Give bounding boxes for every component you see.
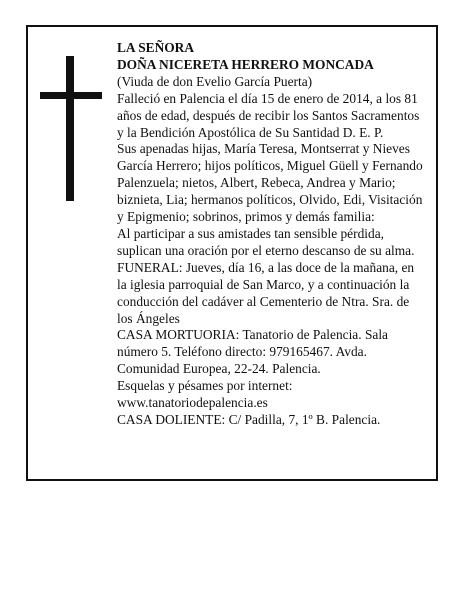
death-paragraph: Falleció en Palencia el día 15 de enero de 2014, a los 81 años de edad, después de recibir los Santos Sacramentos y la Bendición Apostólica de Su Santidad D. E. P. [117, 90, 420, 140]
widow-line: (Viuda de don Evelio García Puerta) [117, 73, 313, 89]
deceased-name: DOÑA NICERETA HERRERO MONCADA [117, 56, 374, 72]
cross-horizontal-bar [40, 92, 102, 99]
family-paragraph: Sus apenadas hijas, María Teresa, Montserrat y Nieves García Herrero; hijos políticos, Miguel Güell y Fernando Palenzuela; nietos, Albert, Rebeca, Andrea y Mario; biznieta, Lia; hermanos políticos, Olvido, Edi, Visitación y Epigmenio; sobrinos, primos y demás familia: [117, 141, 423, 225]
latin-cross-icon [40, 56, 102, 201]
notice-text [117, 40, 427, 429]
request-paragraph: Al participar a sus amistades tan sensible pérdida, suplican una oración por el eterno descanso de su alma. [117, 225, 415, 258]
internet-paragraph: Esquelas y pésames por internet: [117, 378, 293, 394]
obituary-notice [26, 25, 438, 481]
mourning-house-paragraph: CASA DOLIENTE: C/ Padilla, 7, 1º B. Palencia. [117, 411, 381, 427]
mortuary-paragraph: CASA MORTUORIA: Tanatorio de Palencia. Sala número 5. Teléfono directo: 979165467. Avda. Comunidad Europea, 22-24. Palencia. [117, 327, 388, 377]
notice-title: LA SEÑORA [117, 40, 195, 55]
cross-vertical-bar [66, 56, 74, 201]
funeral-paragraph: FUNERAL: Jueves, día 16, a las doce de la mañana, en la iglesia parroquial de San Marco, y a continuación la conducción del cadáver al Cementerio de Ntra. Sra. de los Ángeles [117, 259, 415, 326]
website-link[interactable]: www.tanatoriodepalencia.es [117, 395, 268, 411]
